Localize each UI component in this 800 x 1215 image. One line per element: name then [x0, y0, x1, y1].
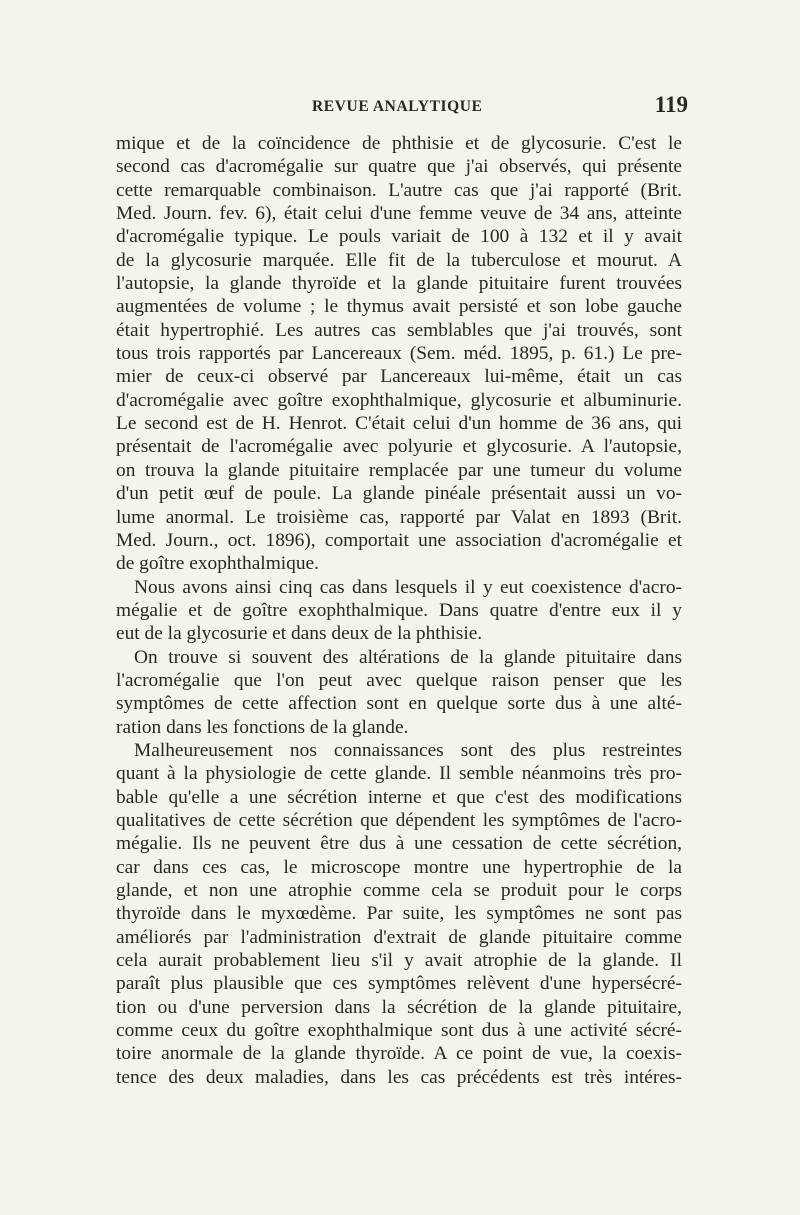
text-line: tous trois rapportés par Lancereaux (Sem. méd. 1895, p. 61.) Le pre-	[116, 343, 682, 365]
text-line: l'acromégalie que l'on peut avec quelque raison penser que les	[116, 669, 682, 691]
paragraph-2	[116, 576, 682, 646]
page-number: 119	[654, 92, 688, 117]
text-line: d'acromégalie avec goître exophthalmique, glycosurie et albuminurie.	[116, 389, 682, 411]
text-line: cette remarquable combinaison. L'autre cas que j'ai rapporté (Brit.	[116, 179, 682, 201]
text-line: mégalie. Ils ne peuvent être dus à une cessation de cette sécrétion,	[116, 833, 682, 855]
text-line: présentait de l'acromégalie avec polyurie et glycosurie. A l'autopsie,	[116, 436, 682, 458]
text-line: tence des deux maladies, dans les cas précédents est très intéres-	[116, 1066, 682, 1088]
text-line: paraît plus plausible que ces symptômes relèvent d'une hypersécré-	[116, 973, 682, 995]
page-header	[0, 92, 800, 126]
text-line: tion ou d'une perversion dans la sécrétion de la glande pituitaire,	[116, 996, 682, 1018]
text-line: on trouva la glande pituitaire remplacée par une tumeur du volume	[116, 459, 682, 481]
text-line: de la glycosurie marquée. Elle fit de la tuberculose et mourut. A	[116, 249, 682, 271]
text-line: bable qu'elle a une sécrétion interne et que c'est des modifications	[116, 786, 682, 808]
text-line: comme ceux du goître exophthalmique sont dus à une activité sécré-	[116, 1020, 682, 1042]
text-line: mique et de la coïncidence de phthisie et de glycosurie. C'est le	[116, 133, 682, 154]
text-line: toire anormale de la glande thyroïde. A ce point de vue, la coexis-	[116, 1043, 682, 1065]
text-line: cela aurait probablement lieu s'il y avait atrophie de la glande. Il	[116, 950, 682, 972]
running-title: REVUE ANALYTIQUE	[312, 98, 483, 115]
text-line: Med. Journ., oct. 1896), comportait une association d'acromégalie et	[116, 529, 682, 551]
text-line: thyroïde dans le myxœdème. Par suite, les symptômes ne sont pas	[116, 903, 682, 925]
paragraph-1	[116, 132, 682, 576]
text-line: était hypertrophié. Les autres cas semblables que j'ai trouvés, sont	[116, 319, 682, 341]
text-line: glande, et non une atrophie comme cela se produit pour le corps	[116, 880, 682, 901]
text-line: qualitatives de cette sécrétion que dépendent les symptômes de l'acro-	[116, 809, 682, 831]
text-line: l'autopsie, la glande thyroïde et la glande pituitaire furent trouvées	[116, 273, 682, 295]
text-line: d'acromégalie typique. Le pouls variait de 100 à 132 et il y avait	[116, 226, 682, 248]
text-line: améliorés par l'administration d'extrait de glande pituitaire comme	[116, 926, 682, 948]
paragraph-4	[116, 739, 682, 1089]
text-line: quant à la physiologie de cette glande. Il semble néanmoins très pro-	[116, 763, 682, 785]
text-line: augmentées de volume ; le thymus avait persisté et son lobe gauche	[116, 296, 682, 318]
text-line: ration dans les fonctions de la glande.	[116, 716, 409, 738]
text-line: second cas d'acromégalie sur quatre que j'ai observés, qui présente	[116, 156, 682, 178]
text-line: Med. Journ. fev. 6), était celui d'une femme veuve de 34 ans, atteinte	[116, 203, 682, 225]
text-line: car dans ces cas, le microscope montre une hypertrophie de la	[116, 856, 682, 878]
text-line: Malheureusement nos connaissances sont des plus restreintes	[134, 739, 682, 761]
text-line: lume anormal. Le troisième cas, rapporté par Valat en 1893 (Brit.	[116, 506, 682, 528]
text-line: symptômes de cette affection sont en quelque sorte dus à une alté-	[116, 693, 682, 715]
paragraph-3	[116, 646, 682, 739]
text-line: mégalie et de goître exophthalmique. Dans quatre d'entre eux il y	[116, 599, 682, 621]
text-line: mier de ceux-ci observé par Lancereaux lui-même, était un cas	[116, 366, 682, 388]
text-line: Le second est de H. Henrot. C'était celui d'un homme de 36 ans, qui	[116, 413, 682, 435]
text-line: Nous avons ainsi cinq cas dans lesquels il y eut coexistence d'acro-	[134, 576, 682, 598]
body-text	[116, 132, 682, 1089]
text-line: eut de la glycosurie et dans deux de la phthisie.	[116, 623, 483, 645]
text-line: On trouve si souvent des altérations de la glande pituitaire dans	[134, 646, 682, 668]
text-line: de goître exophthalmique.	[116, 553, 320, 575]
text-line: d'un petit œuf de poule. La glande pinéale présentait aussi un vo-	[116, 483, 682, 505]
